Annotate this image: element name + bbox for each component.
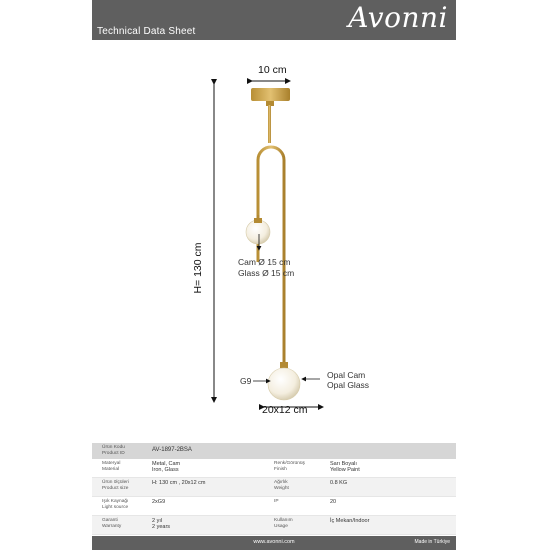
footer-bar (92, 536, 456, 550)
glass-size-label-tr: Cam Ø 15 cm (238, 257, 291, 267)
spec-row: Işık Kaynağı Light source 2xG9 IP 20 (92, 497, 456, 516)
spec-key: Ürün Kodu Product ID (102, 445, 125, 456)
opal-label-tr: Opal Cam (327, 370, 366, 380)
spec-row: Materyal Material Metal, Cam Iron, Glass Renk/Görünüş Finish Sarı Boyalı Yellow Paint (92, 459, 456, 478)
small-glass-globe (246, 220, 270, 244)
spec-row: Garanti Warranty 2 yıl 2 years Kullanım Usage İç Mekan/Indoor (92, 516, 456, 535)
bulb-label: G9 (240, 376, 252, 386)
u-frame (258, 147, 284, 362)
product-code-value: AV-1897-2BSA (152, 447, 192, 453)
height-label: H= 130 cm (192, 242, 204, 294)
large-opal-globe (268, 368, 300, 400)
spec-row-product-code (92, 443, 456, 459)
spec-table (92, 443, 456, 535)
base-size-label: 20x12 cm (262, 404, 308, 416)
page-title: Technical Data Sheet (97, 26, 196, 37)
spec-row: Ürün ölçüleri Product size H: 130 cm , 20x12 cm Ağırlık Weight 0.8 KG (92, 478, 456, 497)
width-label: 10 cm (258, 64, 287, 76)
ceiling-canopy (251, 88, 290, 101)
opal-label-en: Opal Glass (327, 380, 370, 390)
made-in-label: Made in Türkiye (414, 539, 450, 545)
glass-size-label-en: Glass Ø 15 cm (238, 268, 295, 278)
suspension-rod (268, 105, 271, 143)
brand-logo: Avonni (348, 1, 448, 34)
website-link[interactable]: www.avonni.com (253, 539, 295, 545)
